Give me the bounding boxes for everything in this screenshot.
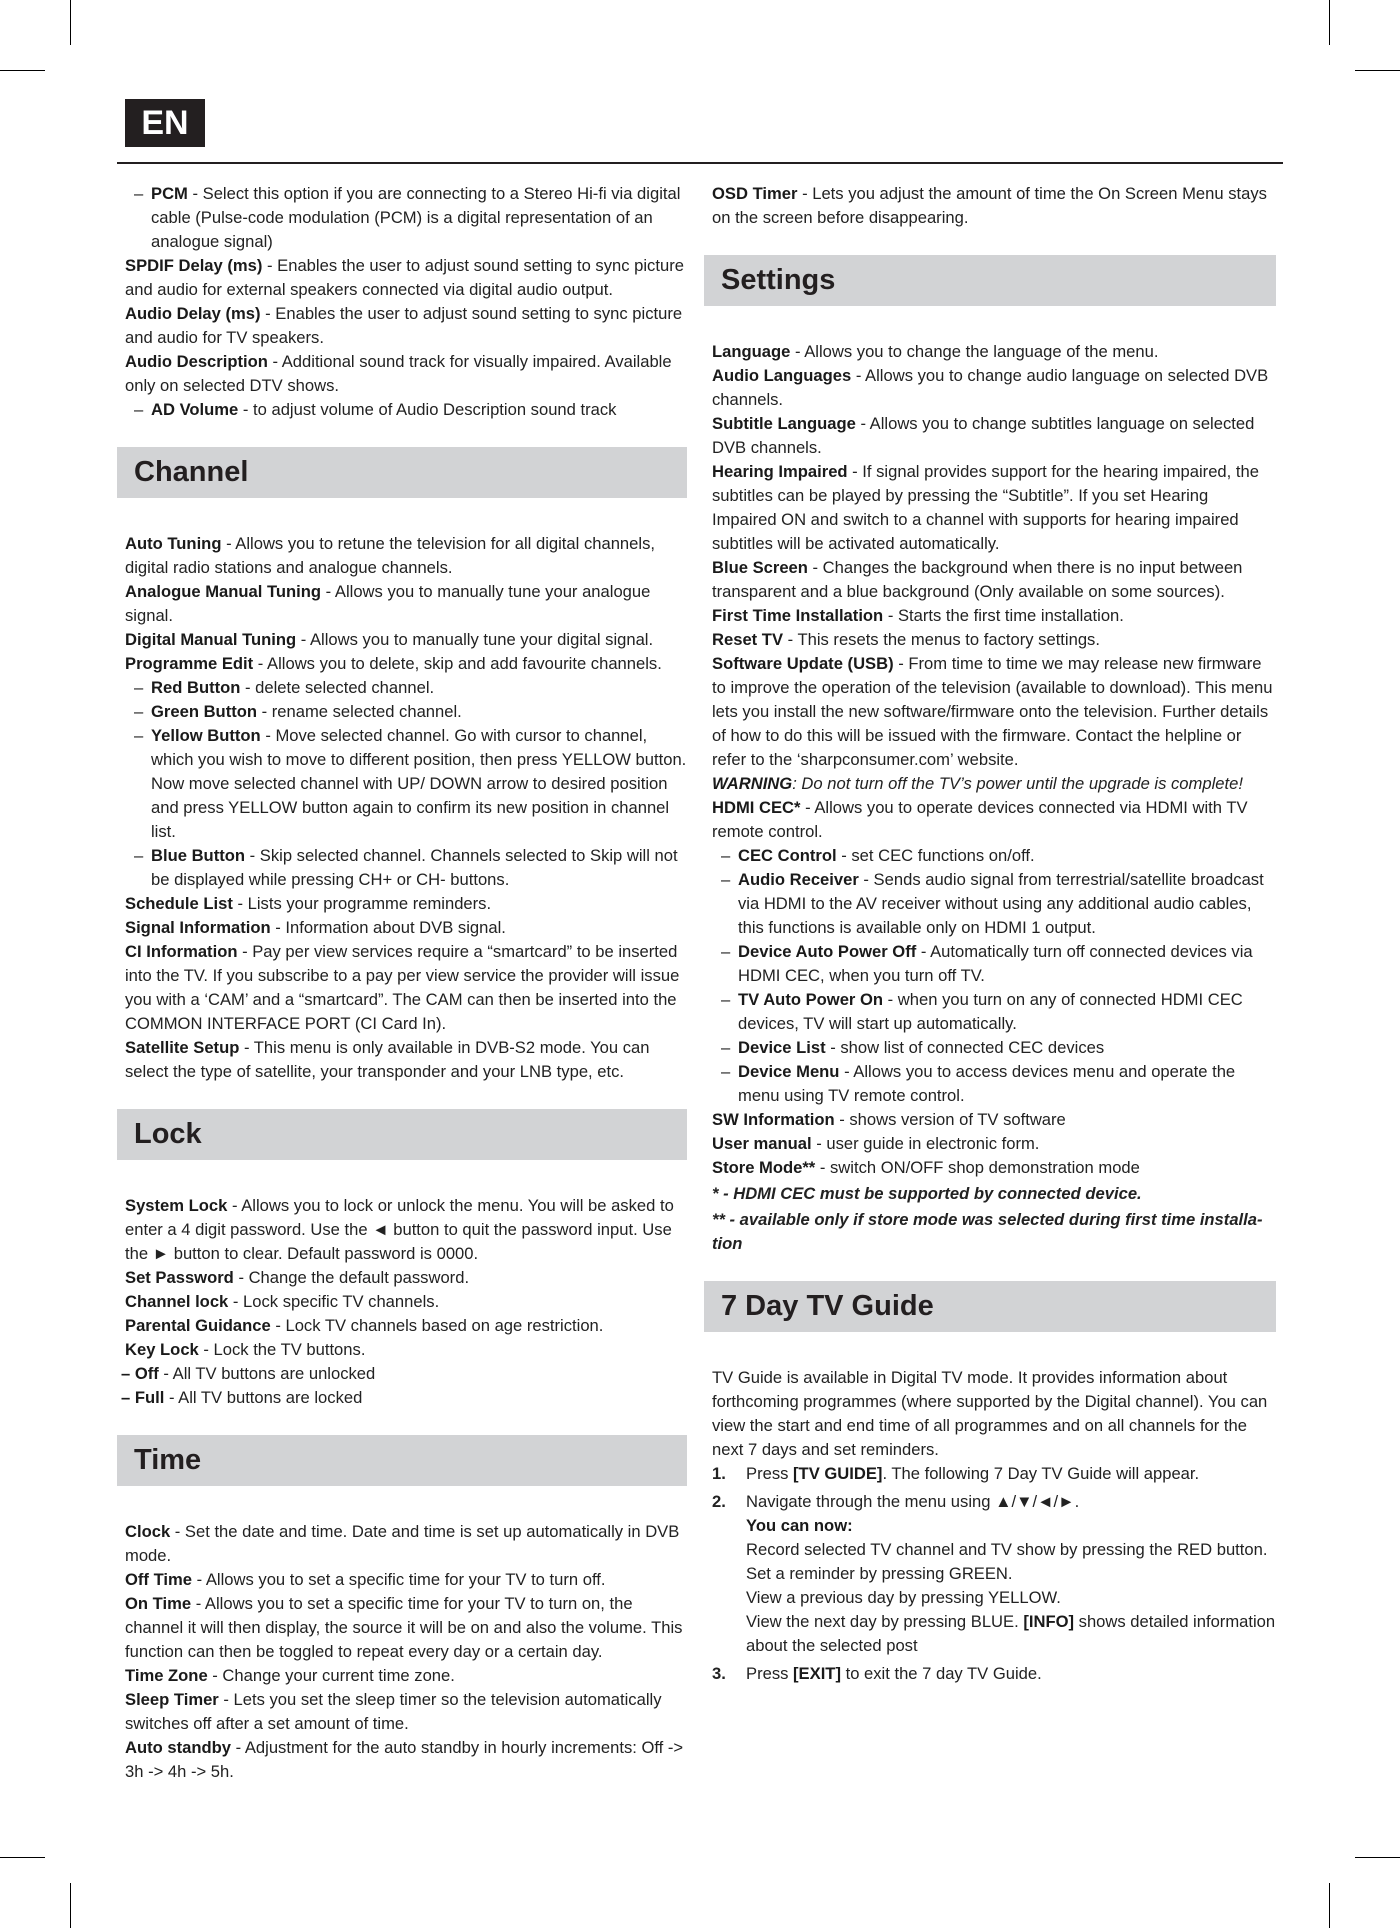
auto-standby-item: Auto standby - Adjustment for the auto standby in hourly increments: Off -> 3h -> 4h -> 5h.: [125, 1738, 684, 1781]
tv-guide-intro: TV Guide is available in Digital TV mode. It provides information about forthcoming programmes (where supported by the Digital channel). You can view the start and end time of all programmes and on all channels for the next 7 days and set reminders.: [712, 1368, 1268, 1459]
spdif-delay-item: SPDIF Delay (ms) - Enables the user to adjust sound setting to sync picture and audio for external speakers connected via digital audio output.: [125, 256, 684, 299]
digital-manual-tuning-item: Digital Manual Tuning - Allows you to manually tune your digital signal.: [125, 630, 654, 649]
audio-languages-item: Audio Languages - Allows you to change audio language on selected DVB channels.: [712, 366, 1269, 409]
analogue-manual-tuning-item: Analogue Manual Tuning - Allows you to manually tune your analogue signal.: [125, 582, 651, 625]
time-heading: Time: [117, 1435, 687, 1486]
off-time-item: Off Time - Allows you to set a specific time for your TV to turn off.: [125, 1570, 606, 1589]
device-list-item: – Device List - show list of connected CEC devices: [704, 1036, 1276, 1060]
auto-tuning-item: Auto Tuning - Allows you to retune the television for all digital channels, digital radio stations and analogue channels.: [125, 534, 655, 577]
crop-mark: [1355, 70, 1400, 71]
warning-note: WARNING: Do not turn off the TV’s power until the upgrade is complete!: [712, 774, 1243, 793]
audio-delay-item: Audio Delay (ms) - Enables the user to adjust sound setting to sync picture and audio for TV speakers.: [125, 304, 683, 347]
on-time-item: On Time - Allows you to set a specific time for your TV to turn on, the channel it will then display, the source it will be on and also the volume. This function can then be toggled to repeat every day or a certain day.: [125, 1594, 683, 1661]
time-zone-item: Time Zone - Change your current time zone.: [125, 1666, 455, 1685]
crop-mark: [1329, 0, 1330, 45]
ad-volume-item: – AD Volume - to adjust volume of Audio Description sound track: [117, 398, 687, 422]
footnote-store-mode: ** - available only if store mode was selected during first time installa-tion: [712, 1210, 1263, 1253]
language-item: Language - Allows you to change the language of the menu.: [712, 342, 1159, 361]
crop-mark: [1355, 1857, 1400, 1858]
audio-receiver-item: – Audio Receiver - Sends audio signal from terrestrial/satellite broadcast via HDMI to the AV receiver without using any additional audio cables, this functions is available only on HDMI 1 output.: [704, 868, 1276, 940]
set-password-item: Set Password - Change the default password.: [125, 1268, 470, 1287]
blue-button-item: – Blue Button - Skip selected channel. Channels selected to Skip will not be displayed while pressing CH+ or CH- buttons.: [117, 844, 687, 892]
header-rule: [117, 162, 1283, 164]
crop-mark: [0, 70, 45, 71]
blue-screen-item: Blue Screen - Changes the background when there is no input between transparent and a blue background (Only available on some sources).: [712, 558, 1243, 601]
signal-information-item: Signal Information - Information about DVB signal.: [125, 918, 506, 937]
key-lock-off-item: – Off - All TV buttons are unlocked: [121, 1364, 376, 1383]
lock-heading: Lock: [117, 1109, 687, 1160]
system-lock-item: System Lock - Allows you to lock or unlock the menu. You will be asked to enter a 4 digit password. Use the ◄ button to quit the password input. Use the ► button to clear. Default password is 0000.: [125, 1196, 674, 1263]
step-item: 1. Press [TV GUIDE]. The following 7 Day TV Guide will appear.: [712, 1464, 1200, 1483]
crop-mark: [0, 1857, 45, 1858]
right-column: [704, 182, 1276, 1690]
pcm-item: – PCM - Select this option if you are connecting to a Stereo Hi-fi via digital cable (Pulse-code modulation (PCM) is a digital representation of an analogue signal): [117, 182, 687, 254]
user-manual-item: User manual - user guide in electronic form.: [712, 1134, 1040, 1153]
audio-description-item: Audio Description - Additional sound track for visually impaired. Available only on selected DTV shows.: [125, 352, 672, 395]
cec-control-item: – CEC Control - set CEC functions on/off.: [704, 844, 1276, 868]
crop-mark: [70, 1883, 71, 1928]
footnote-hdmi-cec: * - HDMI CEC must be supported by connected device.: [712, 1184, 1142, 1203]
software-update-item: Software Update (USB) - From time to time we may release new firmware to improve the operation of the television (available to download). This menu lets you install the new software/firmware onto the television. Further details of how to do this will be issued with the firmware. Contact the helpline or refer to the ‘sharpconsumer.com’ website.: [712, 654, 1273, 769]
left-column: [117, 182, 687, 1784]
clock-item: Clock - Set the date and time. Date and time is set up automatically in DVB mode.: [125, 1522, 680, 1565]
programme-edit-item: Programme Edit - Allows you to delete, skip and add favourite channels.: [125, 654, 662, 673]
yellow-button-item: – Yellow Button - Move selected channel. Go with cursor to channel, which you wish to move to different position, then press YELLOW button. Now move selected channel with UP/ DOWN arrow to desired position and press YELLOW button again to confirm its new position in channel list.: [117, 724, 687, 844]
crop-mark: [1329, 1883, 1330, 1928]
key-lock-full-item: – Full - All TV buttons are locked: [121, 1388, 363, 1407]
step-item: 3. Press [EXIT] to exit the 7 day TV Guide.: [712, 1664, 1042, 1683]
reset-tv-item: Reset TV - This resets the menus to factory settings.: [712, 630, 1100, 649]
tv-guide-heading: 7 Day TV Guide: [704, 1281, 1276, 1332]
red-button-item: – Red Button - delete selected channel.: [117, 676, 687, 700]
tv-auto-power-on-item: – TV Auto Power On - when you turn on any of connected HDMI CEC devices, TV will start up automatically.: [704, 988, 1276, 1036]
first-time-installation-item: First Time Installation - Starts the first time installation.: [712, 606, 1124, 625]
parental-guidance-item: Parental Guidance - Lock TV channels based on age restriction.: [125, 1316, 604, 1335]
step-item: 2. Navigate through the menu using ▲/▼/◄/►. You can now: Record selected TV channel and TV show by pressing the RED button. Set a reminder by pressing GREEN. View a previous day by pressing YELLOW. View the next day by pressing BLUE. [INFO] shows detailed information about the selected post: [712, 1492, 1276, 1655]
subtitle-language-item: Subtitle Language - Allows you to change subtitles language on selected DVB channels.: [712, 414, 1255, 457]
device-auto-power-off-item: – Device Auto Power Off - Automatically turn off connected devices via HDMI CEC, when you turn off TV.: [704, 940, 1276, 988]
sw-information-item: SW Information - shows version of TV software: [712, 1110, 1066, 1129]
channel-lock-item: Channel lock - Lock specific TV channels.: [125, 1292, 440, 1311]
channel-heading: Channel: [117, 447, 687, 498]
schedule-list-item: Schedule List - Lists your programme reminders.: [125, 894, 492, 913]
osd-timer-item: OSD Timer - Lets you adjust the amount of time the On Screen Menu stays on the screen before disappearing.: [712, 184, 1267, 227]
ci-information-item: CI Information - Pay per view services require a “smartcard” to be inserted into the TV. If you subscribe to a pay per view service the provider will issue you with a ‘CAM’ and a “smartcard”. The CAM can then be inserted into the COMMON INTERFACE PORT (CI Card In).: [125, 942, 680, 1033]
store-mode-item: Store Mode** - switch ON/OFF shop demonstration mode: [712, 1158, 1140, 1177]
device-menu-item: – Device Menu - Allows you to access devices menu and operate the menu using TV remote control.: [704, 1060, 1276, 1108]
satellite-setup-item: Satellite Setup - This menu is only available in DVB-S2 mode. You can select the type of satellite, your transponder and your LNB type, etc.: [125, 1038, 650, 1081]
hearing-impaired-item: Hearing Impaired - If signal provides support for the hearing impaired, the subtitles can be played by pressing the “Subtitle”. If you set Hearing Impaired ON and switch to a channel with supports for hearing impaired subtitles will be activated automatically.: [712, 462, 1259, 553]
green-button-item: – Green Button - rename selected channel.: [117, 700, 687, 724]
settings-heading: Settings: [704, 255, 1276, 306]
key-lock-item: Key Lock - Lock the TV buttons.: [125, 1340, 366, 1359]
hdmi-cec-item: HDMI CEC* - Allows you to operate devices connected via HDMI with TV remote control.: [712, 798, 1248, 841]
crop-mark: [70, 0, 71, 45]
tv-guide-steps: [704, 1462, 1276, 1686]
language-badge: EN: [125, 99, 205, 147]
sleep-timer-item: Sleep Timer - Lets you set the sleep timer so the television automatically switches off after a set amount of time.: [125, 1690, 662, 1733]
